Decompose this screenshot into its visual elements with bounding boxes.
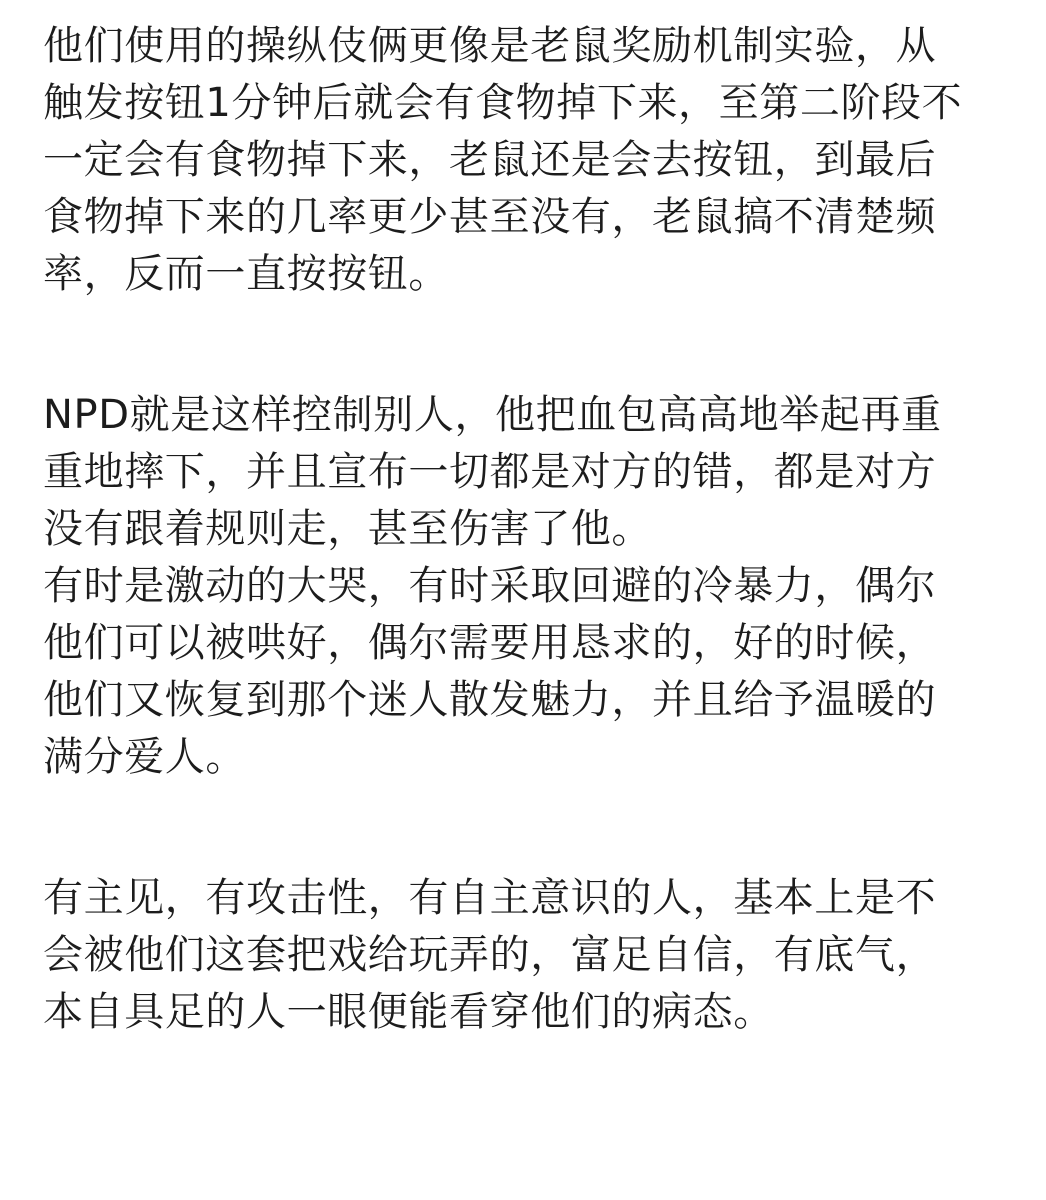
paragraph-npd-control xyxy=(43,387,1033,786)
text-line: 一定会有食物掉下来，老鼠还是会去按钮，到最后 xyxy=(43,137,937,183)
text-line: 率，反而一直按按钮。 xyxy=(43,251,449,297)
text-line: 食物掉下来的几率更少甚至没有，老鼠搞不清楚频 xyxy=(43,194,937,240)
text-line: 有时是激动的大哭，有时采取回避的冷暴力，偶尔 xyxy=(43,563,937,609)
text-line: NPD就是这样控制别人，他把血包高高地举起再重 xyxy=(43,392,942,438)
paragraph-gap xyxy=(43,303,1033,387)
text-line: 他们可以被哄好，偶尔需要用恳求的，好的时候， xyxy=(43,620,937,666)
text-line: 本自具足的人一眼便能看穿他们的病态。 xyxy=(43,989,774,1035)
text-line: 会被他们这套把戏给玩弄的，富足自信，有底气， xyxy=(43,932,937,978)
text-line: 他们又恢复到那个迷人散发魅力，并且给予温暖的 xyxy=(43,677,937,723)
text-line: 触发按钮1分钟后就会有食物掉下来，至第二阶段不 xyxy=(43,80,963,126)
article-body xyxy=(43,18,1033,1041)
paragraph-gap xyxy=(43,786,1033,870)
text-line: 满分爱人。 xyxy=(43,734,246,780)
text-line: 没有跟着规则走，甚至伤害了他。 xyxy=(43,506,652,552)
text-line: 有主见，有攻击性，有自主意识的人，基本上是不 xyxy=(43,875,937,921)
text-line: 重地摔下，并且宣布一切都是对方的错，都是对方 xyxy=(43,449,937,495)
paragraph-rat-experiment xyxy=(43,18,1033,303)
text-line: 他们使用的操纵伎俩更像是老鼠奖励机制实验，从 xyxy=(43,23,937,69)
paragraph-self-assured xyxy=(43,870,1033,1041)
